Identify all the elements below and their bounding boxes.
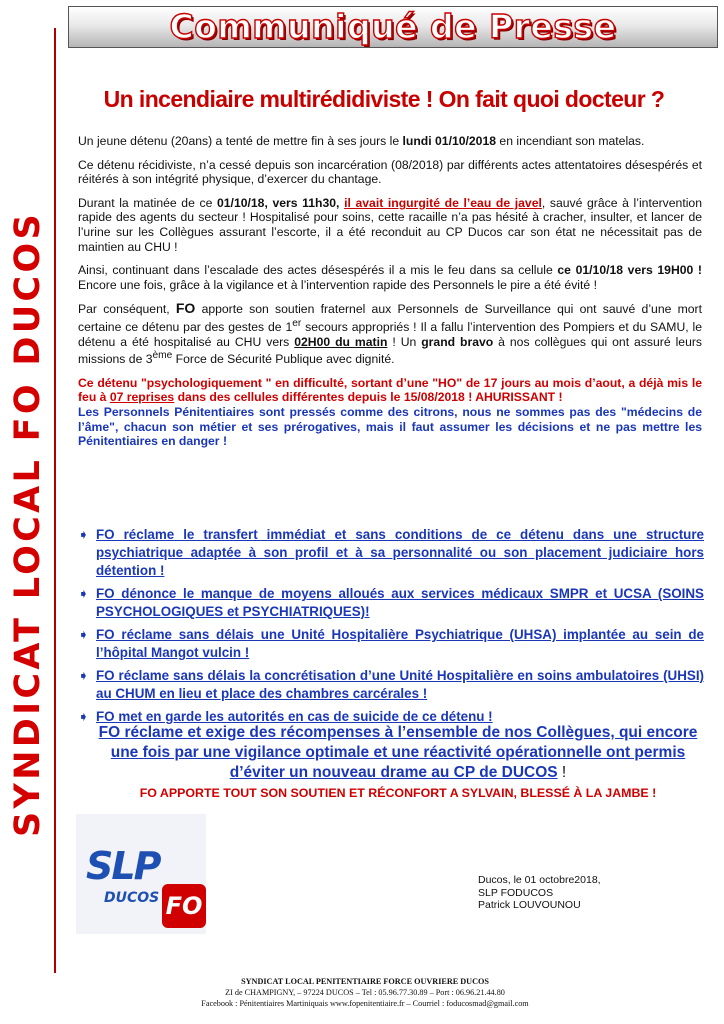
- p6-count: 07 reprises: [109, 390, 175, 405]
- paragraph-2: Ce détenu récidiviste, n’a cessé depuis son incarcération (08/2018) par différents actes attentatoires désespérés et réitérés à son intégrité physique, d’exercer du chantage.: [78, 157, 702, 187]
- p5-bravo: grand bravo: [421, 334, 494, 349]
- p3-bleach: il avait ingurgité de l’eau de javel: [344, 195, 542, 210]
- paragraph-7: Les Personnels Pénitentiaires sont pressés comme des citrons, nous ne sommes pas des "médecins de l’âme", chacun son métier et ses prérogatives, mais il faut assumer les décisions et ne pas mettre les Pénitentiaires en danger !: [78, 405, 702, 449]
- arrow-bullet-icon: ➧: [78, 627, 89, 642]
- p5-sup-1: er: [292, 317, 302, 329]
- p5-text-6: Force de Sécurité Publique avec dignité.: [172, 352, 395, 367]
- p3-time: 01/10/18, vers 11h30,: [217, 195, 340, 210]
- support-message: FO APPORTE TOUT SON SOUTIEN ET RÉCONFORT A SYLVAIN, BLESSÉ À LA JAMBE !: [139, 786, 657, 800]
- footer: [100, 976, 630, 1009]
- arrow-bullet-icon: ➧: [78, 586, 89, 601]
- p1-date: lundi 01/10/2018: [402, 134, 497, 148]
- claim-text: FO met en garde les autorités en cas de suicide de ce détenu !: [96, 709, 493, 724]
- paragraph-1: [78, 134, 702, 149]
- conclusion: [88, 723, 708, 783]
- arrow-bullet-icon: ➧: [78, 668, 89, 683]
- p4-text-end: Encore une fois, grâce à la vigilance et à l’intervention rapide des Personnels le pire a été évité !: [78, 277, 597, 292]
- p5-text-3: secours appropriés ! Il a fallu l’intervention des Pompiers et du SAMU, le détenu a été hospitalisé au CHU vers: [78, 320, 702, 349]
- conclusion-text: FO réclame et exige des récompenses à l’ensemble de nos Collègues, qui encore une fois par une vigilance optimale et une réactivité opérationnelle ont permis d’éviter un nouveau drame au CP de DUCOS: [98, 724, 698, 781]
- paragraph-4: [78, 263, 702, 292]
- claim-text: FO réclame le transfert immédiat et sans conditions de ce détenu dans une structure psychiatrique adaptée à son profil et à sa personnalité ou son placement judiciaire hors détention !: [96, 527, 704, 578]
- signature-date: Ducos, le 01 octobre2018,: [478, 874, 601, 886]
- p6-text-end: dans des cellules différentes depuis le 15/08/2018 ! AHURISSANT !: [174, 390, 563, 405]
- p6-text: Ce détenu "psychologiquement " en difficulté, sortant d’une "HO" de 17 jours au mois d’aout, a déjà mis le feu à: [78, 375, 702, 405]
- article-body: [78, 134, 702, 458]
- p5-time: 02H00 du matin: [294, 334, 388, 349]
- p5-text-4: ! Un: [387, 334, 422, 349]
- sidebar-text: SYNDICAT LOCAL FO DUCOS: [8, 211, 48, 837]
- paragraph-6: [78, 376, 702, 405]
- signature-block: [478, 874, 601, 912]
- vertical-rule: [54, 28, 56, 973]
- slp-fo-logo: [76, 814, 206, 934]
- logo-ducos-text: DUCOS: [104, 890, 160, 906]
- p1-text: Un jeune détenu (20ans) a tenté de mettre fin à ses jours le: [78, 134, 403, 148]
- p3-text: Durant la matinée de ce: [78, 195, 217, 210]
- footer-contact: Facebook : Pénitentiaires Martiniquais www.fopenitentiaire.fr – Courriel : foducosmad@gmail.com: [201, 999, 529, 1008]
- claim-item: [78, 526, 704, 580]
- signature-name: Patrick LOUVOUNOU: [478, 899, 581, 911]
- conclusion-end: !: [557, 764, 567, 781]
- press-release-banner: [68, 6, 718, 48]
- claim-item: [78, 585, 704, 621]
- p4-time: ce 01/10/18 vers 19H00 !: [557, 263, 702, 278]
- claim-text: FO dénonce le manque de moyens alloués aux services médicaux SMPR et UCSA (SOINS PSYCHOLOGIQUES et PSYCHIATRIQUES)!: [96, 586, 704, 619]
- claim-text: FO réclame sans délais une Unité Hospitalière Psychiatrique (UHSA) implantée au sein de l’hôpital Mangot vulcin !: [96, 627, 704, 660]
- logo-fo-text: FO: [165, 892, 203, 920]
- banner-title: Communiqué de Presse: [169, 7, 617, 46]
- claim-item: [78, 667, 704, 703]
- p5-text-5: à nos collègues qui ont assuré leurs missions de 3: [78, 334, 702, 367]
- union-sidebar: [8, 24, 48, 1024]
- arrow-bullet-icon: ➧: [78, 527, 89, 542]
- logo-slp-text: SLP: [86, 844, 160, 888]
- claims-list: [78, 526, 704, 731]
- p3-text-end: , sauvé grâce à l’intervention rapide des agents du secteur ! Hospitalisé pour soins, cette racaille n’a pas hésité à cracher, insulter, et lancer de l’urine sur les Collègues assurant l’escorte, il a été reconduit au CP Ducos car son état ne nécessitait pas de maintien au CHU !: [78, 195, 702, 254]
- arrow-bullet-icon: ➧: [78, 709, 89, 724]
- p5-sup-2: ème: [152, 350, 173, 362]
- footer-address: ZI de CHAMPIGNY, – 97224 DUCOS – Tel : 05.96.77.30.89 – Port : 06.96.21.44.80: [225, 988, 505, 997]
- p4-text: Ainsi, continuant dans l’escalade des actes désespérés il a mis le feu dans sa cellule: [78, 263, 558, 278]
- logo-fo-badge: [162, 884, 206, 928]
- paragraph-5: [78, 301, 702, 367]
- p1-text-end: en incendiant son matelas.: [496, 134, 645, 148]
- paragraph-3: [78, 196, 702, 254]
- p5-text-2: apporte son soutien fraternel aux Personnels de Surveillance qui ont sauvé d’une mort certaine ce détenu par des gestes de 1: [78, 302, 702, 334]
- claim-text: FO réclame sans délais la concrétisation d’une Unité Hospitalière en soins ambulatoires (UHSI) au CHUM en lieu et place des chambres carcérales !: [96, 668, 704, 701]
- headline: Un incendiaire multirédidiviste ! On fait quoi docteur ?: [103, 86, 665, 112]
- footer-title: SYNDICAT LOCAL PENITENTIAIRE FORCE OUVRIERE DUCOS: [241, 977, 489, 986]
- claim-item: [78, 626, 704, 662]
- p5-fo: FO: [175, 300, 196, 317]
- p5-text: Par conséquent,: [78, 302, 176, 317]
- signature-org: SLP FODUCOS: [478, 886, 554, 899]
